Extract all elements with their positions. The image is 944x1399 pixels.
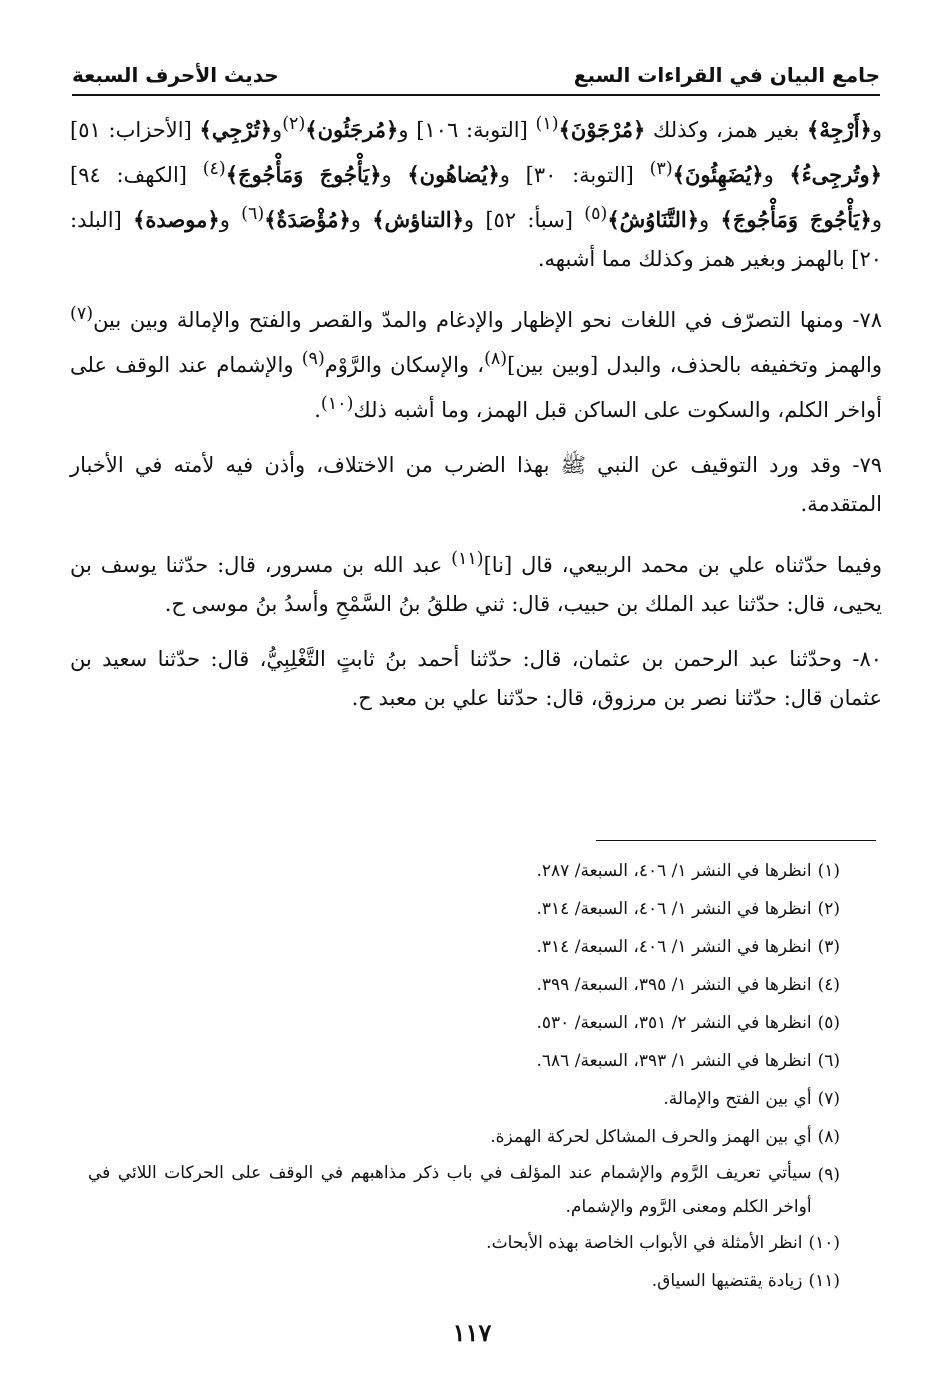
footnote-separator	[596, 840, 876, 841]
text: و	[350, 208, 373, 232]
quranic-word: ﴿يُضاهُون﴾	[407, 162, 500, 187]
footnote-text: سيأتي تعريف الرَّوم والإشمام عند المؤلف في باب ذكر مذاهبهم في الوقف على الحركات اللائي في أواخر الكلم ومعنى الرَّوم والإشمام.	[88, 1163, 812, 1217]
text: [البلد: ٢٠] بالهمز وبغير همز وكذلك مما أشبهه.	[70, 208, 882, 271]
footnote-number: (١)	[817, 861, 840, 881]
text: بغير همز، وكذلك	[645, 118, 808, 142]
quranic-word: ﴿موصدة﴾	[133, 207, 220, 232]
footnote	[88, 890, 840, 928]
footnote	[88, 1080, 840, 1118]
paragraph-78	[70, 295, 882, 430]
footnote-ref[interactable]: (٤)	[202, 159, 226, 179]
text: ٧٩- وقد ورد التوقيف عن النبي ﷺ بهذا الضرب من الاختلاف، وأذن فيه لأمته في الأخبار المتقدمة.	[70, 453, 882, 516]
footnotes-list	[88, 852, 840, 1300]
footnote	[88, 1118, 840, 1156]
quranic-word: ﴿أَرْجِهْ﴾	[807, 117, 872, 142]
footnote-number: (٥)	[817, 1013, 840, 1033]
footnote-ref[interactable]: (١٠)	[320, 394, 354, 414]
footnote-text: انظر الأمثلة في الأبواب الخاصة بهذه الأبحاث.	[486, 1233, 803, 1253]
text: وفيما حدّثناه علي بن محمد الربيعي، قال [نا]	[483, 553, 882, 577]
footnote	[88, 1224, 840, 1262]
text: [التوبة: ١٠٦] و	[398, 118, 536, 142]
footnote-number: (٩)	[817, 1165, 840, 1185]
footnote-number: (٨)	[817, 1127, 840, 1147]
footnote-number: (٢)	[817, 899, 840, 919]
footnote-number: (٤)	[817, 975, 840, 995]
footnote	[88, 928, 840, 966]
text: ، والإسكان والرَّوْم	[324, 353, 485, 377]
footnote-ref[interactable]: (١١)	[451, 549, 484, 569]
footnote-text: أي بين الهمز والحرف المشاكل لحركة الهمزة.	[490, 1127, 812, 1147]
footnote-text: انظرها في النشر ١/ ٤٠٦، السبعة/ ٣١٤.	[536, 899, 812, 919]
text: [الأحزاب: ٥١]	[70, 118, 200, 142]
text: عبد الله بن مسرور، قال: حدّثنا يوسف بن يحيى، قال: حدّثنا عبد الملك بن حبيب، قال: ثني طلقُ بنُ السَّمْحِ وأسدُ بنُ موسى ح.	[70, 553, 882, 616]
text: و	[871, 118, 882, 142]
text: و	[272, 118, 283, 142]
footnote-text: انظرها في النشر ١/ ٤٠٦، السبعة/ ٣١٤.	[536, 937, 812, 957]
footnote-text: انظرها في النشر ١/ ٣٩٥، السبعة/ ٣٩٩.	[536, 975, 812, 995]
footnote-ref[interactable]: (٥)	[584, 204, 608, 224]
quranic-word: ﴿يُضَهِئُونَ﴾	[672, 162, 764, 187]
quranic-word: ﴿وتُرجِىءُ﴾	[789, 162, 882, 187]
footnote	[88, 1004, 840, 1042]
footnote-text: انظرها في النشر ١/ ٣٩٣، السبعة/ ٦٨٦.	[536, 1051, 812, 1071]
footnote-text: أي بين الفتح والإمالة.	[663, 1089, 812, 1109]
footnote-ref[interactable]: (١)	[535, 114, 559, 134]
footnote	[88, 1262, 840, 1300]
footnote	[88, 966, 840, 1004]
footnote-ref[interactable]: (٧)	[70, 304, 94, 324]
quranic-word: ﴿مُرْجَوْنَ﴾	[558, 117, 646, 142]
text: و	[763, 163, 790, 187]
header-rule	[72, 94, 880, 96]
footnote-number: (١٠)	[808, 1233, 840, 1253]
quranic-word: ﴿يَأْجُوجَ وَمَأْجُوجَ﴾	[225, 162, 382, 187]
text: والهمز وتخفيفه بالحذف، والبدل [وبين بين]	[507, 353, 882, 377]
book-title: جامع البيان في القراءات السبع	[573, 63, 880, 87]
text: [سبأ: ٥٢] و	[463, 208, 585, 232]
footnote-ref[interactable]: (٩)	[301, 349, 325, 369]
footnote-number: (٦)	[817, 1051, 840, 1071]
quranic-word: ﴿مُرجَئُون﴾	[305, 117, 399, 142]
main-text	[70, 105, 882, 734]
text: والإشمام عند الوقف على أواخر الكلم، والسكوت على الساكن قبل الهمز، وما أشبه ذلك	[70, 353, 882, 422]
footnote-number: (٧)	[817, 1089, 840, 1109]
text: و	[699, 208, 721, 232]
footnote-number: (١١)	[808, 1271, 840, 1291]
footnote-ref[interactable]: (٦)	[241, 204, 265, 224]
footnote-text: انظرها في النشر ٢/ ٣٥١، السبعة/ ٥٣٠.	[536, 1013, 812, 1033]
quranic-word: ﴿يَأْجُوجَ وَمَأْجُوجَ﴾	[720, 207, 872, 232]
footnote-text: انظرها في النشر ١/ ٤٠٦، السبعة/ ٢٨٧.	[536, 861, 812, 881]
page-number: ١١٧	[452, 1318, 492, 1347]
quranic-word: ﴿تُرْجِي﴾	[199, 117, 273, 142]
text: [الكهف: ٩٤] و	[70, 163, 882, 232]
quranic-word: ﴿التَّنَاوُشُ﴾	[607, 207, 700, 232]
paragraph-80	[70, 640, 882, 718]
section-title: حديث الأحرف السبعة	[72, 63, 279, 87]
running-header	[72, 56, 880, 94]
quranic-word: ﴿التناؤش﴾	[372, 207, 464, 232]
quranic-word: ﴿مُؤْصَدَةٌ﴾	[264, 207, 351, 232]
footnote	[88, 1042, 840, 1080]
footnote-ref[interactable]: (٣)	[649, 159, 673, 179]
text: [التوبة: ٣٠] و	[499, 163, 650, 187]
footnote-number: (٣)	[817, 937, 840, 957]
paragraph-79	[70, 446, 882, 524]
footnote	[88, 852, 840, 890]
text: .	[314, 398, 321, 422]
footnote-ref[interactable]: (٢)	[282, 114, 306, 134]
text: ٧٨- ومنها التصرّف في اللغات نحو الإظهار والإدغام والمدّ والقصر والفتح والإمالة وبين بين	[93, 308, 882, 332]
footnote-text: زيادة يقتضيها السياق.	[651, 1271, 803, 1291]
text: و	[219, 208, 242, 232]
text: و	[381, 163, 408, 187]
footnote-ref[interactable]: (٨)	[484, 349, 508, 369]
text: ٨٠- وحدّثنا عبد الرحمن بن عثمان، قال: حدّثنا أحمد بنُ ثابتٍ التَّغْلِبِيُّ، قال: حدّثنا سعيد بن عثمان قال: حدّثنا نصر بن مرزوق، قال: حدّثنا علي بن معبد ح.	[70, 647, 882, 710]
footnote	[88, 1156, 840, 1224]
paragraph-quranic-examples	[70, 105, 882, 279]
paragraph-isnad-1	[70, 540, 882, 624]
